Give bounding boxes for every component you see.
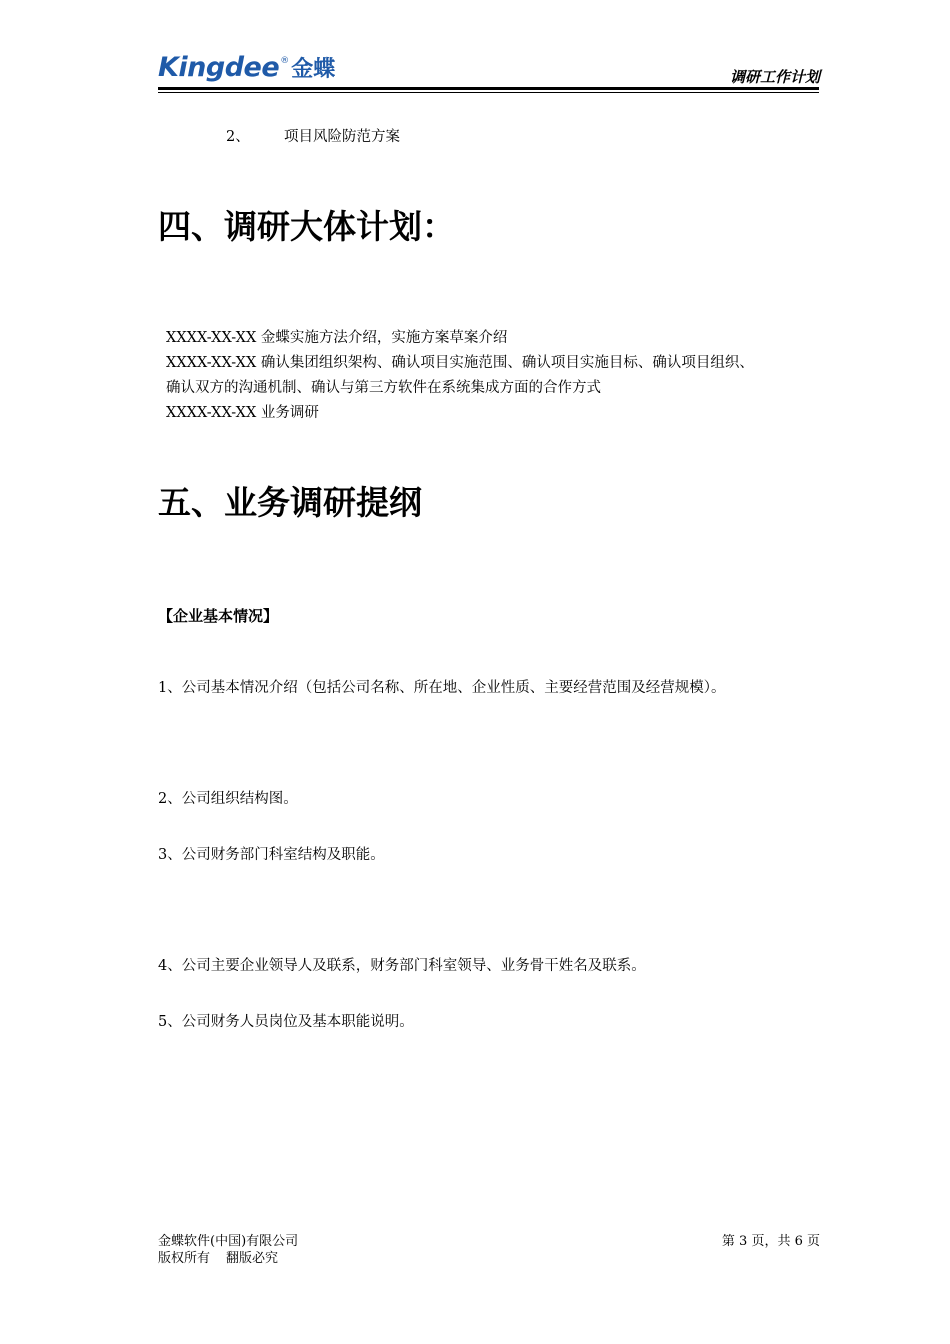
plan-line-4: XXXX-XX-XX 业务调研 bbox=[166, 405, 319, 421]
plan-line-1: XXXX-XX-XX 金蝶实施方法介绍，实施方案草案介绍 bbox=[166, 330, 508, 346]
footer-page-info: 第 3 页，共 6 页 bbox=[721, 1234, 820, 1249]
outline-item-5: 5、公司财务人员岗位及基本职能说明。 bbox=[158, 1014, 414, 1030]
footer-rights-b: 翻版必究 bbox=[226, 1251, 279, 1266]
basic-info-subheading: 【企业基本情况】 bbox=[158, 607, 279, 625]
outline-item-1: 1、公司基本情况介绍（包括公司名称、所在地、企业性质、主要经营范围及经营规模）。 bbox=[158, 680, 726, 696]
footer-rights bbox=[158, 1250, 278, 1268]
footer-company: 金蝶软件(中国)有限公司 bbox=[158, 1234, 299, 1249]
outline-item-3: 3、公司财务部门科室结构及职能。 bbox=[158, 847, 385, 863]
kingdee-logo bbox=[158, 49, 335, 85]
section-5-heading: 五、业务调研提纲 bbox=[158, 483, 422, 522]
document-title: 调研工作计划 bbox=[729, 68, 820, 86]
logo-chinese-name: 金蝶 bbox=[291, 56, 336, 82]
header-rule-thick bbox=[158, 87, 819, 90]
intro-item-text: 项目风险防范方案 bbox=[284, 129, 400, 145]
outline-item-4: 4、公司主要企业领导人及联系，财务部门科室领导、业务骨干姓名及联系。 bbox=[158, 958, 646, 974]
registered-mark: ® bbox=[280, 56, 290, 66]
outline-item-2: 2、公司组织结构图。 bbox=[158, 791, 298, 807]
section-4-heading: 四、调研大体计划： bbox=[158, 207, 455, 246]
plan-line-3: 确认双方的沟通机制、确认与第三方软件在系统集成方面的合作方式 bbox=[166, 380, 601, 396]
header-rule-thin bbox=[158, 92, 819, 93]
plan-line-2: XXXX-XX-XX 确认集团组织架构、确认项目实施范围、确认项目实施目标、确认项目组织、 bbox=[166, 355, 754, 371]
intro-item-number: 2、 bbox=[226, 129, 250, 145]
logo-wordmark: Kingdee bbox=[158, 51, 280, 83]
footer-rights-a: 版权所有 bbox=[158, 1251, 211, 1266]
